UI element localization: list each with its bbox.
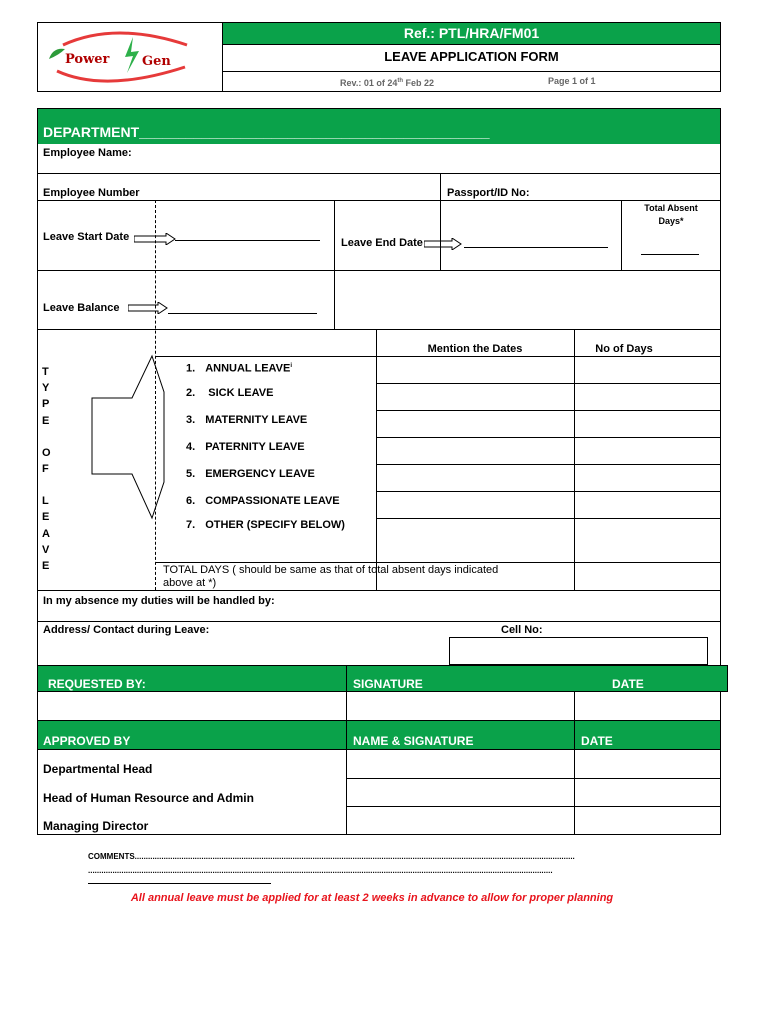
leave-type-bracket-icon [90,352,180,522]
requested-by-label: REQUESTED BY: [48,677,146,691]
duties-label: In my absence my duties will be handled by: [43,595,275,607]
address-label: Address/ Contact during Leave: [43,624,210,636]
logo-word-power: Power [65,52,110,67]
arrow-right-icon [424,238,462,250]
cell-input[interactable] [449,637,708,665]
form-title: LEAVE APPLICATION FORM [384,49,559,64]
approver-departmental-head: Departmental Head [43,762,153,776]
approved-name-signature-label: NAME & SIGNATURE [353,734,474,748]
leave-row-paternity[interactable]: 4. PATERNITY LEAVE [186,441,305,453]
power-gen-logo [45,27,195,87]
comments-line-2[interactable]: ................................................................................................................................................................................................................. [88,866,553,875]
arrow-right-icon [128,302,168,314]
department-label[interactable]: DEPARTMENT_____________________________________________ [43,124,490,140]
comments-line-3[interactable] [88,883,271,884]
requested-date-label: DATE [612,677,644,691]
col-days-header: No of Days [595,343,653,355]
leave-end-label: Leave End Date [341,237,423,249]
leave-start-label: Leave Start Date [43,231,130,243]
leave-row-maternity[interactable]: 3. MATERNITY LEAVE [186,414,308,426]
leave-row-emergency[interactable]: 5. EMERGENCY LEAVE [186,468,315,480]
page-number: Page 1 of 1 [548,76,596,86]
total-absent-line[interactable] [641,254,699,255]
total-absent-label: Total Absent Days* [644,203,698,226]
logo-word-gen: Gen [142,54,171,69]
passport-label: Passport/ID No: [447,187,530,199]
leave-row-other[interactable]: 7. OTHER (SPECIFY BELOW) [186,519,345,531]
leave-end-input[interactable] [464,247,608,248]
leave-row-annual[interactable]: 1. ANNUAL LEAVE$^i$ [186,362,293,375]
col-dates-header: Mention the Dates [427,343,523,355]
revision: Rev.: 01 of 24th Feb 22 [340,78,435,88]
cell-label: Cell No: [501,624,543,636]
approver-managing-director: Managing Director [43,819,149,833]
approver-hr-admin: Head of Human Resource and Admin [43,791,254,805]
comments-line-1[interactable]: COMMENTS...................................................................................................................................................................................................... [88,852,575,861]
total-days-label: TOTAL DAYS ( should be same as that of total absent days indicated above at *) [163,564,499,589]
leave-row-sick[interactable]: 2. SICK LEAVE [186,387,274,399]
employee-name-label: Employee Name: [43,147,132,159]
employee-number-label: Employee Number [43,187,140,199]
leave-balance-label: Leave Balance [43,302,120,314]
requested-signature-label: SIGNATURE [353,677,423,691]
leave-start-input[interactable] [175,240,320,241]
type-of-leave-vertical: T Y P E O F L E A V E [42,366,51,573]
advance-notice: All annual leave must be applied for at least 2 weeks in advance to allow for proper planning [130,892,614,904]
ref-number: Ref.: PTL/HRA/FM01 [403,25,540,41]
approved-by-label: APPROVED BY [43,734,131,748]
leave-balance-input[interactable] [168,313,317,314]
leave-row-compassionate[interactable]: 6. COMPASSIONATE LEAVE [186,495,340,507]
approved-date-label: DATE [581,734,613,748]
